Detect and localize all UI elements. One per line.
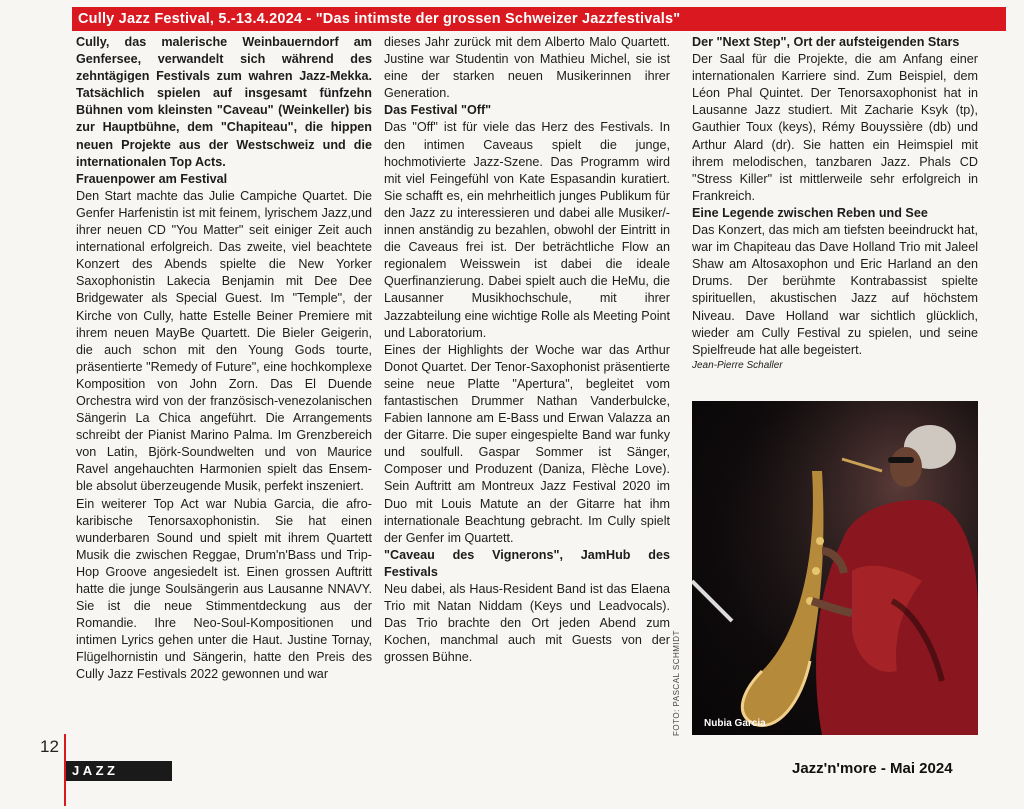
column-1 xyxy=(76,34,372,746)
paragraph: Das "Off" ist für viele das Herz des Festivals. In den intimen Caveaus spielt die junge, hochmotivierte Jazz-Szene. Das Programm wird mit viel Feingefühl von Kate Espasandin kuratiert. Sie schafft es, ein mehrheitlich junges Publikum für den Jazz zu interessieren und dabei alle Musiker/-innen anständig zu bezahlen, obwohl der Eintritt in die Caveaus frei ist. Der beträchtliche Flow an regionalem Weisswein ist dabei die ideale Querfinanzierung. Dabei spielt auch die HeMu, die Lausanner Musikhochschule, mit ihrer Jazzabteilung eine wichtige Rolle als Meeting Point und Laboratorium. xyxy=(384,120,670,340)
headline-bar xyxy=(72,7,1006,31)
column-2 xyxy=(384,34,670,714)
author-byline: Jean-Pierre Schaller xyxy=(692,359,783,371)
heading-festival-off: Das Festival "Off" xyxy=(384,103,492,118)
paragraph: dieses Jahr zurück mit dem Alberto Malo Quartett. Justine war Studentin von Mathieu Michel, sie ist eine der starken neuen Musikerinnen ihrer Generation. xyxy=(384,35,670,101)
paragraph: Eines der Highlights der Woche war das Arthur Donot Quartet. Der Tenor-Saxophonist präsentierte seine neue Platte "Apertura", begleitet vom fantastischen Drummer Nathan Vanderbulcke, Fabien Iannone am E-Bass und Erwan Valazza an der Gitarre. Die super eingespielte Band war funky und soulfull. Gaspar Sommer ist Sänger, Composer und Produzent (Daniza, Flèche Love). Sein Auftritt am Montreux Jazz Festival 2020 im Duo mit Louis Matute an der Gitarre hat ihm internationale Beachtung gebracht. Im Cully spielt der Genfer im Quartett. xyxy=(384,342,670,545)
paragraph: Der Saal für die Projekte, die am Anfang einer internationalen Karriere sind. Zum Beispiel, dem Léon Phal Quintet. Der Tenorsaxophonist hat in Lausanne Jazz studiert. Mit Zacharie Ksyk (tp), Gauthier Toux (keys), Rémy Bouyssière (db) und Arthur Alard (dr). Sie hatten ein Heimspiel mit ihrem melodischen, tanzbaren Jazz. Phals CD "Stress Killer" ist mittlerweile sehr erfolgreich in Frankreich. xyxy=(692,52,978,203)
photo-caption: Nubia Garcia xyxy=(704,718,766,729)
concert-photo xyxy=(692,401,978,735)
heading-caveau: "Caveau des Vignerons", JamHub des Festivals xyxy=(384,547,670,579)
section-label: JAZZ xyxy=(66,761,172,781)
lead-paragraph: Cully, das malerische Weinbauerndorf am Genfersee, verwandelt sich während des zehntägigen Festivals zum wahren Jazz-Mekka. Tatsächlich spielen auf insgesamt fünfzehn Bühnen vom kleinsten "Caveau" (Weinkeller) bis zur Hauptbühne, dem "Chapiteau", die hippen neuen Projekte aus der Westschweiz und die internationalen Top Acts. xyxy=(76,35,372,169)
saxophonist-illustration xyxy=(692,401,978,735)
heading-frauenpower: Frauenpower am Festival xyxy=(76,171,228,186)
paragraph: Neu dabei, als Haus-Resident Band ist das Elaena Trio mit Natan Niddam (Keys und Leadvocals). Das Trio brachte den Ort jeden Abend zum Kochen, manchmal auch mit Guests von der grossen Bühne. xyxy=(384,582,670,665)
photo-credit: FOTO: PASCAL SCHMIDT xyxy=(672,630,681,736)
heading-legende: Eine Legende zwischen Reben und See xyxy=(692,205,928,220)
magazine-issue: Jazz'n'more - Mai 2024 xyxy=(792,760,953,777)
column-3 xyxy=(692,34,978,394)
page-number: 12 xyxy=(40,737,59,756)
paragraph: Ein weiterer Top Act war Nubia Garcia, die afro-karibische Tenorsaxophonistin. Sie hat einen wunderbaren Sound und spielt mit ihrem Quartett Musik die zwischen Reggae, Drum'n'Bass und Trip-Hop Groove angesiedelt ist. Einen grossen Auftritt hatte die junge Soulsängerin aus Lausanne NNAVY. Sie ist die neue Stimmentdeckung aus der Romandie. Ihre Neo-Soul-Kompositionen und intimen Lyrics gehen unter die Haut. Justine Tornay, Flügelhornistin und Sängerin, hatte den Preis des Cully Jazz Festivals 2022 gewonnen und war xyxy=(76,496,372,682)
paragraph: Das Konzert, das mich am tiefsten beeindruckt hat, war im Chapiteau das Dave Holland Trio mit Jaleel Shaw am Altosaxophon und Eric Harland an den Drums. Der berühmte Kontrabassist spielte spirituellen, akustischen Jazz auf höchstem Niveau. Dave Holland war sichtlich glücklich, wieder am Cully Festival zu spielen, und seine Spielfreude hat alle begeistert. xyxy=(692,223,978,357)
paragraph: Den Start machte das Julie Campiche Quartet. Die Genfer Harfenistin ist mit feinem, lyrischem Jazz,und ihrer neuen CD "You Matter" seit einiger Zeit auch international erfolgreich. Das zweite, viel beachtete Konzert des Abends spielte die New Yorker Saxophonistin Lakecia Benjamin mit Dee Dee Bridgewater als Special Guest. Im "Temple", der Kirche von Cully, hatte Estelle Beiner Premiere mit ihrem neuen MayBe Quartett. Die Bieler Geigerin, die auch schon mit den Young Gods tourte, präsentierte "Remedy of Future", eine hochkomplexe Komposition von John Zorn. Das El Duende Orchestra wird von der französisch-venezolanischen Sängerin La Chica angeführt. Die Arrangements schreibt der Pianist Marino Palma. Im Grenzbereich von Latin, Björk-Soundwelten und von Maurice Ravel angehauchten Harmonien spielt das Ensem-ble absolut überzeugende Musik, perfekt inszeniert. xyxy=(76,188,372,494)
heading-next-step: Der "Next Step", Ort der aufsteigenden Stars xyxy=(692,35,960,49)
headline: Cully Jazz Festival, 5.-13.4.2024 - "Das intimste der grossen Schweizer Jazzfestivals" xyxy=(78,11,681,27)
